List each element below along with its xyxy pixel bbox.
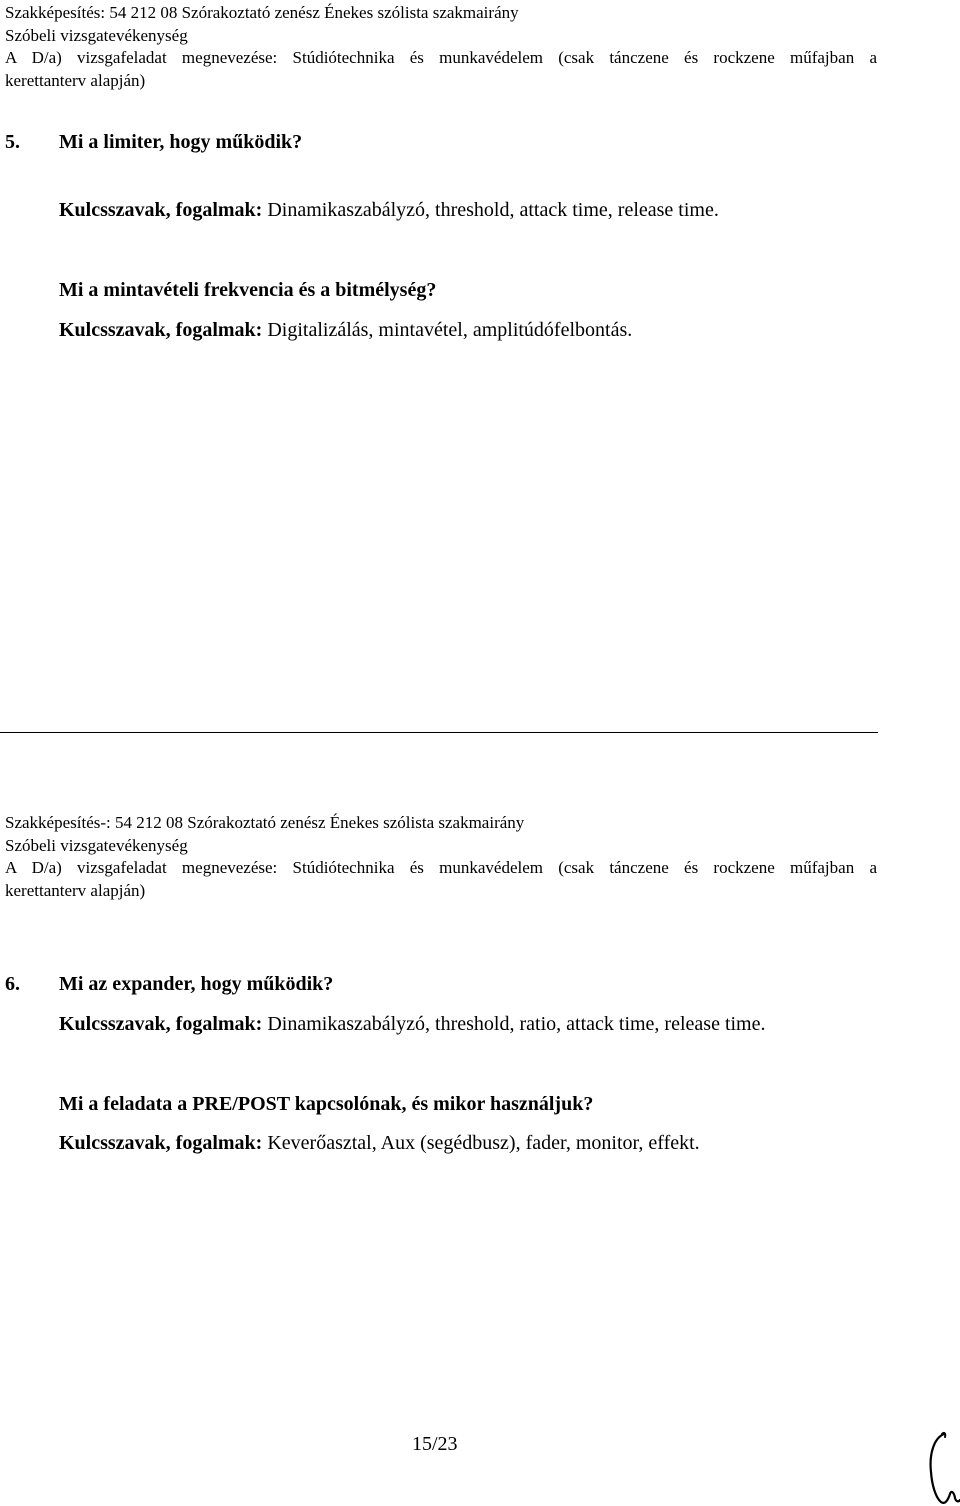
keywords-text: Dinamikaszabályzó, threshold, ratio, attack time, release time. (267, 1013, 766, 1035)
keywords-label: Kulcsszavak, fogalmak: (59, 1132, 263, 1154)
page-number: 15/23 (412, 1433, 458, 1455)
keywords-5a (59, 198, 719, 222)
question-number: 6. (5, 973, 20, 995)
page-divider (0, 732, 878, 733)
keywords-6b (59, 1131, 700, 1155)
keywords-6a (59, 1012, 766, 1036)
header-exam-type: Szóbeli vizsgatevékenység (5, 25, 188, 45)
header-task-title: A D/a) vizsgafeladat megnevezése: Stúdiótechnika és munkavédelem (csak tánczene és rockzene műfajban a (5, 48, 877, 67)
header-task-title-cont: kerettanterv alapján) (5, 70, 146, 90)
keywords-label: Kulcsszavak, fogalmak: (59, 1013, 263, 1035)
question-5b (59, 278, 436, 302)
question-6b (59, 1092, 593, 1116)
keywords-label: Kulcsszavak, fogalmak: (59, 319, 263, 341)
keywords-label: Kulcsszavak, fogalmak: (59, 199, 263, 221)
page-header (5, 2, 877, 92)
keywords-text: Digitalizálás, mintavétel, amplitúdófelbontás. (267, 319, 633, 341)
question-text: Mi a feladata a PRE/POST kapcsolónak, és mikor használjuk? (59, 1093, 594, 1115)
question-text: Mi az expander, hogy működik? (59, 973, 334, 995)
header-task-title-cont: kerettanterv alapján) (5, 880, 146, 900)
header-qualification: Szakképesítés: 54 212 08 Szórakoztató zenész Énekes szólista szakmairány (5, 3, 519, 22)
signature-mark (918, 1428, 960, 1506)
page-header-2 (5, 812, 877, 902)
header-task-title: A D/a) vizsgafeladat megnevezése: Stúdiótechnika és munkavédelem (csak tánczene és rockzene műfajban a (5, 858, 877, 877)
question-text: Mi a mintavételi frekvencia és a bitmélység? (59, 279, 437, 301)
question-text: Mi a limiter, hogy működik? (59, 131, 303, 153)
question-6 (5, 972, 333, 996)
keywords-5b (59, 318, 632, 342)
keywords-text: Keverőasztal, Aux (segédbusz), fader, monitor, effekt. (267, 1132, 700, 1154)
question-number: 5. (5, 131, 20, 153)
question-5 (5, 130, 302, 154)
header-exam-type: Szóbeli vizsgatevékenység (5, 835, 188, 855)
keywords-text: Dinamikaszabályzó, threshold, attack time, release time. (267, 199, 719, 221)
header-qualification: Szakképesítés-: 54 212 08 Szórakoztató zenész Énekes szólista szakmairány (5, 813, 525, 832)
